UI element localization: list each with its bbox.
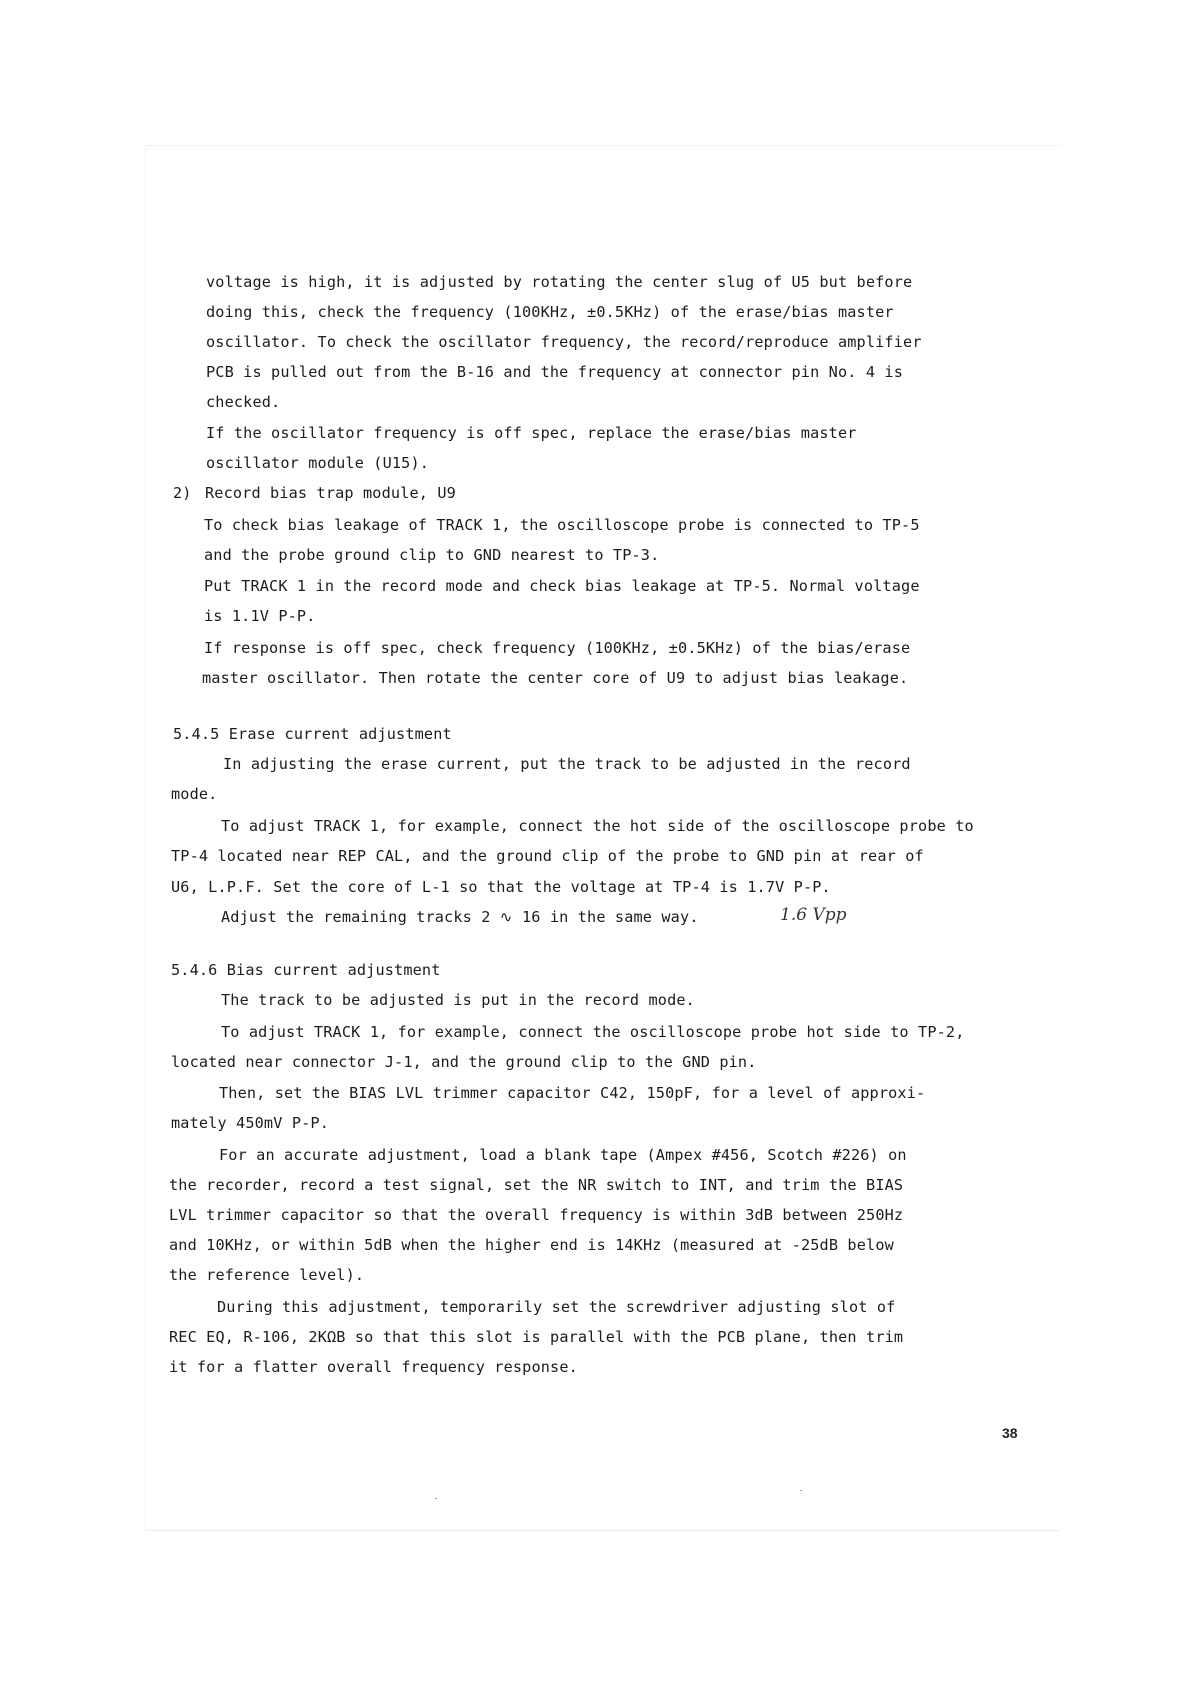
section-heading: 5.4.5 Erase current adjustment [173,725,452,743]
body-line: U6, L.P.F. Set the core of L-1 so that the voltage at TP-4 is 1.7V P-P. [171,878,831,896]
body-line: REC EQ, R-106, 2KΩB so that this slot is parallel with the PCB plane, then trim [169,1328,904,1346]
body-line: oscillator. To check the oscillator frequency, the record/reproduce amplifier [206,333,922,351]
body-line: Adjust the remaining tracks 2 ∿ 16 in the same way. [221,908,699,926]
body-line: To check bias leakage of TRACK 1, the oscilloscope probe is connected to TP-5 [204,516,920,534]
item-title: Record bias trap module, U9 [205,484,456,502]
body-line: and the probe ground clip to GND nearest to TP-3. [204,546,660,564]
body-line: The track to be adjusted is put in the record mode. [221,991,695,1009]
body-line: If the oscillator frequency is off spec, replace the erase/bias master [206,424,857,442]
body-line: To adjust TRACK 1, for example, connect the hot side of the oscilloscope probe to [221,817,974,835]
scan-border [145,145,1061,1531]
body-line: For an accurate adjustment, load a blank tape (Ampex #456, Scotch #226) on [219,1146,907,1164]
body-line: and 10KHz, or within 5dB when the higher end is 14KHz (measured at -25dB below [169,1236,894,1254]
body-line: LVL trimmer capacitor so that the overall frequency is within 3dB between 250Hz [169,1206,904,1224]
body-line: the recorder, record a test signal, set the NR switch to INT, and trim the BIAS [169,1176,904,1194]
body-line: If response is off spec, check frequency (100KHz, ±0.5KHz) of the bias/erase [204,639,911,657]
body-line: mately 450mV P-P. [171,1114,329,1132]
body-line: Put TRACK 1 in the record mode and check bias leakage at TP-5. Normal voltage [204,577,920,595]
body-line: doing this, check the frequency (100KHz, ±0.5KHz) of the erase/bias master [206,303,894,321]
scan-speck [800,1490,802,1491]
body-line: To adjust TRACK 1, for example, connect the oscilloscope probe hot side to TP-2, [221,1023,965,1041]
scan-bottom-edge [145,1530,1060,1531]
scan-speck [435,1498,437,1499]
body-line: the reference level). [169,1266,365,1284]
body-line: is 1.1V P-P. [204,607,316,625]
body-line: voltage is high, it is adjusted by rotating the center slug of U5 but before [206,273,913,291]
body-line: it for a flatter overall frequency response. [169,1358,578,1376]
body-line: checked. [206,393,281,411]
list-marker: 2) [173,484,192,502]
page-number: 38 [1002,1425,1018,1441]
body-line: PCB is pulled out from the B-16 and the frequency at connector pin No. 4 is [206,363,904,381]
body-line: In adjusting the erase current, put the track to be adjusted in the record [223,755,911,773]
handwritten-note: 1.6 Vpp [780,905,847,925]
section-heading: 5.4.6 Bias current adjustment [171,961,441,979]
body-line: During this adjustment, temporarily set the screwdriver adjusting slot of [217,1298,896,1316]
body-line: master oscillator. Then rotate the center core of U9 to adjust bias leakage. [202,669,909,687]
body-line: located near connector J-1, and the ground clip to the GND pin. [171,1053,757,1071]
body-line: mode. [171,785,218,803]
body-line: TP-4 located near REP CAL, and the ground clip of the probe to GND pin at rear of [171,847,924,865]
body-line: oscillator module (U15). [206,454,430,472]
body-line: Then, set the BIAS LVL trimmer capacitor C42, 150pF, for a level of approxi- [219,1084,926,1102]
